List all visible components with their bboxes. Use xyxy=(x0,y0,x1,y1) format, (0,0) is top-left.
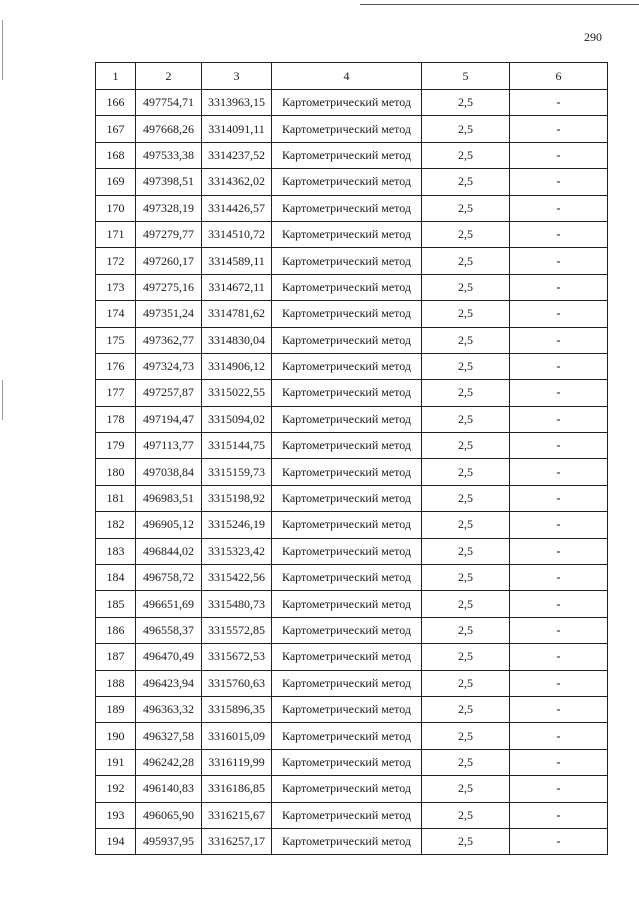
method-cell: Картометрический метод xyxy=(272,90,422,116)
point-number-cell: 178 xyxy=(96,406,136,432)
table-row xyxy=(96,90,608,116)
method-cell: Картометрический метод xyxy=(272,459,422,485)
point-number-cell: 180 xyxy=(96,459,136,485)
note-cell: - xyxy=(510,353,608,379)
method-cell: Картометрический метод xyxy=(272,723,422,749)
x-coordinate-cell: 496423,94 xyxy=(136,670,202,696)
point-number-cell: 170 xyxy=(96,195,136,221)
note-cell: - xyxy=(510,512,608,538)
x-coordinate-cell: 496065,90 xyxy=(136,802,202,828)
point-number-cell: 168 xyxy=(96,142,136,168)
x-coordinate-cell: 496758,72 xyxy=(136,565,202,591)
table-row xyxy=(96,617,608,643)
header-cell-5: 5 xyxy=(422,63,510,90)
accuracy-cell: 2,5 xyxy=(422,538,510,564)
point-number-cell: 184 xyxy=(96,565,136,591)
table-row xyxy=(96,565,608,591)
accuracy-cell: 2,5 xyxy=(422,644,510,670)
note-cell: - xyxy=(510,802,608,828)
note-cell: - xyxy=(510,142,608,168)
table-row xyxy=(96,327,608,353)
point-number-cell: 193 xyxy=(96,802,136,828)
accuracy-cell: 2,5 xyxy=(422,274,510,300)
y-coordinate-cell: 3314237,52 xyxy=(202,142,272,168)
accuracy-cell: 2,5 xyxy=(422,617,510,643)
note-cell: - xyxy=(510,828,608,854)
x-coordinate-cell: 496844,02 xyxy=(136,538,202,564)
method-cell: Картометрический метод xyxy=(272,380,422,406)
note-cell: - xyxy=(510,301,608,327)
point-number-cell: 187 xyxy=(96,644,136,670)
method-cell: Картометрический метод xyxy=(272,802,422,828)
y-coordinate-cell: 3314589,11 xyxy=(202,248,272,274)
method-cell: Картометрический метод xyxy=(272,301,422,327)
header-cell-6: 6 xyxy=(510,63,608,90)
coordinates-table xyxy=(95,62,608,855)
note-cell: - xyxy=(510,274,608,300)
note-cell: - xyxy=(510,696,608,722)
y-coordinate-cell: 3315572,85 xyxy=(202,617,272,643)
y-coordinate-cell: 3314781,62 xyxy=(202,301,272,327)
point-number-cell: 169 xyxy=(96,169,136,195)
x-coordinate-cell: 497351,24 xyxy=(136,301,202,327)
top-rule xyxy=(360,4,639,5)
point-number-cell: 183 xyxy=(96,538,136,564)
x-coordinate-cell: 497324,73 xyxy=(136,353,202,379)
accuracy-cell: 2,5 xyxy=(422,433,510,459)
note-cell: - xyxy=(510,169,608,195)
accuracy-cell: 2,5 xyxy=(422,459,510,485)
table-row xyxy=(96,116,608,142)
point-number-cell: 190 xyxy=(96,723,136,749)
x-coordinate-cell: 497113,77 xyxy=(136,433,202,459)
method-cell: Картометрический метод xyxy=(272,433,422,459)
accuracy-cell: 2,5 xyxy=(422,301,510,327)
method-cell: Картометрический метод xyxy=(272,353,422,379)
note-cell: - xyxy=(510,644,608,670)
point-number-cell: 185 xyxy=(96,591,136,617)
method-cell: Картометрический метод xyxy=(272,565,422,591)
point-number-cell: 173 xyxy=(96,274,136,300)
note-cell: - xyxy=(510,617,608,643)
note-cell: - xyxy=(510,380,608,406)
x-coordinate-cell: 497257,87 xyxy=(136,380,202,406)
accuracy-cell: 2,5 xyxy=(422,116,510,142)
point-number-cell: 177 xyxy=(96,380,136,406)
point-number-cell: 179 xyxy=(96,433,136,459)
y-coordinate-cell: 3313963,15 xyxy=(202,90,272,116)
table-row xyxy=(96,723,608,749)
y-coordinate-cell: 3315422,56 xyxy=(202,565,272,591)
note-cell: - xyxy=(510,485,608,511)
accuracy-cell: 2,5 xyxy=(422,90,510,116)
x-coordinate-cell: 497328,19 xyxy=(136,195,202,221)
y-coordinate-cell: 3315159,73 xyxy=(202,459,272,485)
table-row xyxy=(96,776,608,802)
table-row xyxy=(96,538,608,564)
table-row xyxy=(96,274,608,300)
y-coordinate-cell: 3316215,67 xyxy=(202,802,272,828)
accuracy-cell: 2,5 xyxy=(422,512,510,538)
accuracy-cell: 2,5 xyxy=(422,327,510,353)
method-cell: Картометрический метод xyxy=(272,749,422,775)
accuracy-cell: 2,5 xyxy=(422,802,510,828)
x-coordinate-cell: 495937,95 xyxy=(136,828,202,854)
point-number-cell: 194 xyxy=(96,828,136,854)
method-cell: Картометрический метод xyxy=(272,248,422,274)
note-cell: - xyxy=(510,116,608,142)
table-row xyxy=(96,142,608,168)
method-cell: Картометрический метод xyxy=(272,327,422,353)
method-cell: Картометрический метод xyxy=(272,828,422,854)
table-row xyxy=(96,221,608,247)
point-number-cell: 175 xyxy=(96,327,136,353)
accuracy-cell: 2,5 xyxy=(422,670,510,696)
table-row xyxy=(96,301,608,327)
x-coordinate-cell: 496558,37 xyxy=(136,617,202,643)
method-cell: Картометрический метод xyxy=(272,274,422,300)
x-coordinate-cell: 496905,12 xyxy=(136,512,202,538)
y-coordinate-cell: 3314510,72 xyxy=(202,221,272,247)
y-coordinate-cell: 3315323,42 xyxy=(202,538,272,564)
note-cell: - xyxy=(510,195,608,221)
note-cell: - xyxy=(510,406,608,432)
y-coordinate-cell: 3316015,09 xyxy=(202,723,272,749)
point-number-cell: 166 xyxy=(96,90,136,116)
note-cell: - xyxy=(510,433,608,459)
point-number-cell: 182 xyxy=(96,512,136,538)
method-cell: Картометрический метод xyxy=(272,696,422,722)
table-row xyxy=(96,512,608,538)
note-cell: - xyxy=(510,776,608,802)
table-row xyxy=(96,802,608,828)
method-cell: Картометрический метод xyxy=(272,195,422,221)
note-cell: - xyxy=(510,565,608,591)
x-coordinate-cell: 497038,84 xyxy=(136,459,202,485)
accuracy-cell: 2,5 xyxy=(422,828,510,854)
y-coordinate-cell: 3316119,99 xyxy=(202,749,272,775)
table-row xyxy=(96,248,608,274)
table-row xyxy=(96,828,608,854)
x-coordinate-cell: 497362,77 xyxy=(136,327,202,353)
y-coordinate-cell: 3315896,35 xyxy=(202,696,272,722)
table-row xyxy=(96,459,608,485)
note-cell: - xyxy=(510,221,608,247)
method-cell: Картометрический метод xyxy=(272,142,422,168)
point-number-cell: 171 xyxy=(96,221,136,247)
header-cell-3: 3 xyxy=(202,63,272,90)
accuracy-cell: 2,5 xyxy=(422,169,510,195)
point-number-cell: 167 xyxy=(96,116,136,142)
x-coordinate-cell: 496983,51 xyxy=(136,485,202,511)
header-cell-1: 1 xyxy=(96,63,136,90)
point-number-cell: 186 xyxy=(96,617,136,643)
point-number-cell: 172 xyxy=(96,248,136,274)
y-coordinate-cell: 3315144,75 xyxy=(202,433,272,459)
table-row xyxy=(96,353,608,379)
method-cell: Картометрический метод xyxy=(272,485,422,511)
point-number-cell: 189 xyxy=(96,696,136,722)
table-row xyxy=(96,696,608,722)
x-coordinate-cell: 497533,38 xyxy=(136,142,202,168)
accuracy-cell: 2,5 xyxy=(422,353,510,379)
method-cell: Картометрический метод xyxy=(272,591,422,617)
table-row xyxy=(96,169,608,195)
table-header-row xyxy=(96,63,608,90)
y-coordinate-cell: 3314091,11 xyxy=(202,116,272,142)
table-row xyxy=(96,485,608,511)
y-coordinate-cell: 3315672,53 xyxy=(202,644,272,670)
method-cell: Картометрический метод xyxy=(272,776,422,802)
point-number-cell: 192 xyxy=(96,776,136,802)
point-number-cell: 181 xyxy=(96,485,136,511)
accuracy-cell: 2,5 xyxy=(422,248,510,274)
y-coordinate-cell: 3315198,92 xyxy=(202,485,272,511)
method-cell: Картометрический метод xyxy=(272,670,422,696)
y-coordinate-cell: 3315246,19 xyxy=(202,512,272,538)
y-coordinate-cell: 3316257,17 xyxy=(202,828,272,854)
method-cell: Картометрический метод xyxy=(272,644,422,670)
accuracy-cell: 2,5 xyxy=(422,723,510,749)
note-cell: - xyxy=(510,248,608,274)
note-cell: - xyxy=(510,670,608,696)
method-cell: Картометрический метод xyxy=(272,169,422,195)
x-coordinate-cell: 496327,58 xyxy=(136,723,202,749)
method-cell: Картометрический метод xyxy=(272,617,422,643)
left-margin-mark xyxy=(2,380,3,420)
left-margin-mark xyxy=(2,20,3,80)
x-coordinate-cell: 496140,83 xyxy=(136,776,202,802)
y-coordinate-cell: 3315480,73 xyxy=(202,591,272,617)
x-coordinate-cell: 497398,51 xyxy=(136,169,202,195)
note-cell: - xyxy=(510,538,608,564)
page-number: 290 xyxy=(584,30,602,44)
method-cell: Картометрический метод xyxy=(272,538,422,564)
note-cell: - xyxy=(510,749,608,775)
method-cell: Картометрический метод xyxy=(272,116,422,142)
method-cell: Картометрический метод xyxy=(272,406,422,432)
note-cell: - xyxy=(510,327,608,353)
y-coordinate-cell: 3314426,57 xyxy=(202,195,272,221)
accuracy-cell: 2,5 xyxy=(422,749,510,775)
y-coordinate-cell: 3314362,02 xyxy=(202,169,272,195)
y-coordinate-cell: 3315022,55 xyxy=(202,380,272,406)
accuracy-cell: 2,5 xyxy=(422,696,510,722)
method-cell: Картометрический метод xyxy=(272,221,422,247)
y-coordinate-cell: 3314830,04 xyxy=(202,327,272,353)
point-number-cell: 191 xyxy=(96,749,136,775)
x-coordinate-cell: 497194,47 xyxy=(136,406,202,432)
accuracy-cell: 2,5 xyxy=(422,221,510,247)
y-coordinate-cell: 3314672,11 xyxy=(202,274,272,300)
accuracy-cell: 2,5 xyxy=(422,195,510,221)
x-coordinate-cell: 496242,28 xyxy=(136,749,202,775)
accuracy-cell: 2,5 xyxy=(422,776,510,802)
table-body xyxy=(96,63,608,855)
y-coordinate-cell: 3314906,12 xyxy=(202,353,272,379)
y-coordinate-cell: 3315094,02 xyxy=(202,406,272,432)
accuracy-cell: 2,5 xyxy=(422,485,510,511)
table-row xyxy=(96,644,608,670)
note-cell: - xyxy=(510,591,608,617)
accuracy-cell: 2,5 xyxy=(422,406,510,432)
x-coordinate-cell: 497275,16 xyxy=(136,274,202,300)
x-coordinate-cell: 497279,77 xyxy=(136,221,202,247)
table-row xyxy=(96,380,608,406)
y-coordinate-cell: 3316186,85 xyxy=(202,776,272,802)
accuracy-cell: 2,5 xyxy=(422,565,510,591)
note-cell: - xyxy=(510,723,608,749)
x-coordinate-cell: 496363,32 xyxy=(136,696,202,722)
table-row xyxy=(96,406,608,432)
point-number-cell: 174 xyxy=(96,301,136,327)
header-cell-4: 4 xyxy=(272,63,422,90)
table-row xyxy=(96,670,608,696)
table-row xyxy=(96,749,608,775)
point-number-cell: 176 xyxy=(96,353,136,379)
accuracy-cell: 2,5 xyxy=(422,591,510,617)
method-cell: Картометрический метод xyxy=(272,512,422,538)
x-coordinate-cell: 497668,26 xyxy=(136,116,202,142)
x-coordinate-cell: 496651,69 xyxy=(136,591,202,617)
header-cell-2: 2 xyxy=(136,63,202,90)
y-coordinate-cell: 3315760,63 xyxy=(202,670,272,696)
x-coordinate-cell: 497754,71 xyxy=(136,90,202,116)
table-row xyxy=(96,195,608,221)
x-coordinate-cell: 496470,49 xyxy=(136,644,202,670)
note-cell: - xyxy=(510,459,608,485)
accuracy-cell: 2,5 xyxy=(422,142,510,168)
table-row xyxy=(96,591,608,617)
point-number-cell: 188 xyxy=(96,670,136,696)
table-row xyxy=(96,433,608,459)
accuracy-cell: 2,5 xyxy=(422,380,510,406)
x-coordinate-cell: 497260,17 xyxy=(136,248,202,274)
note-cell: - xyxy=(510,90,608,116)
